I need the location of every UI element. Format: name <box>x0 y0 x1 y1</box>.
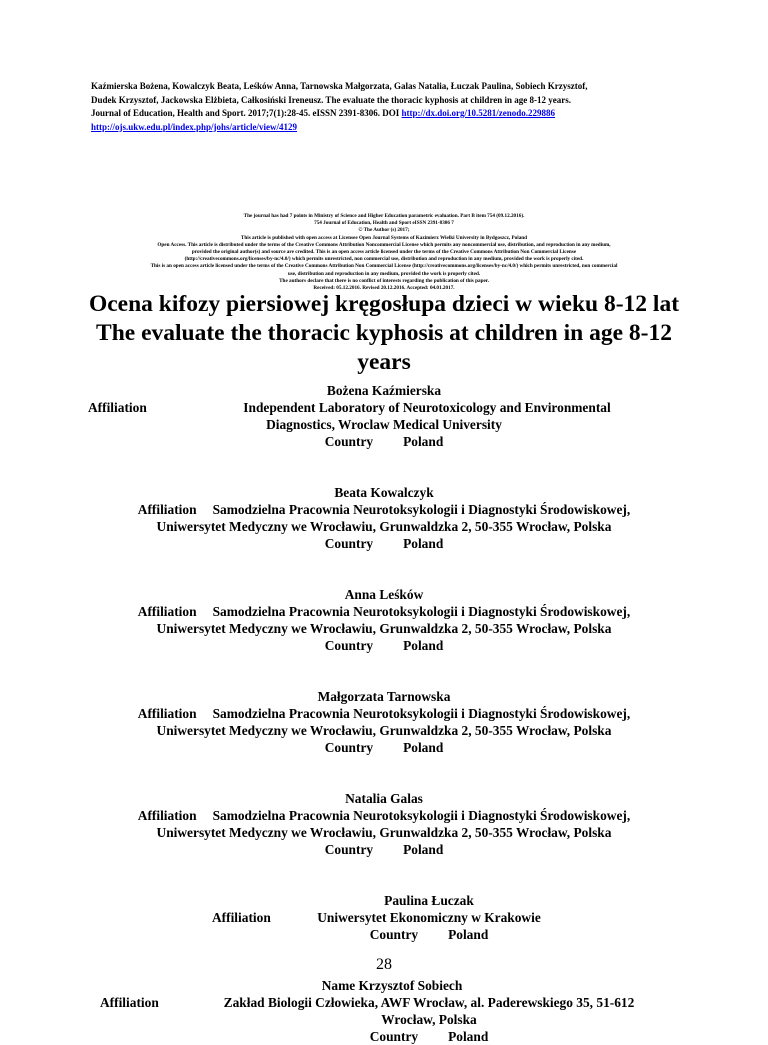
country-label: Country <box>324 434 374 449</box>
country-label: Country <box>324 638 374 653</box>
affiliation-label: Affiliation <box>137 604 197 619</box>
author-name: Paulina Łuczak <box>384 893 474 908</box>
affiliation-text: Samodzielna Pracownia Neurotoksykologii i Diagnostyki Środowiskowej, <box>212 604 631 619</box>
affiliation-line <box>60 909 708 926</box>
affiliation-label: Affiliation <box>100 995 159 1010</box>
country-line <box>60 841 708 858</box>
notice-line: Open Access. This article is distributed under the terms of the Creative Commons Attribution Noncommercial License which permits any noncommercial use, distribution, and reproduction in any medium, <box>157 241 611 248</box>
notice-line: The authors declare that there is no conflict of interests regarding the publication of this paper. <box>279 277 489 284</box>
affiliation-line <box>60 399 708 416</box>
author-block <box>60 688 708 756</box>
affiliation-line <box>60 994 708 1011</box>
affiliation-text: Uniwersytet Ekonomiczny w Krakowie <box>317 910 541 925</box>
notice-line: Received: 05.12.2016. Revised 20.12.2016. Accepted: 04.01.2017. <box>313 285 455 292</box>
author-block <box>60 977 708 1045</box>
title-english-line-2: years <box>357 349 411 375</box>
country-label: Country <box>324 740 374 755</box>
citation-line-1: Kaźmierska Bożena, Kowalczyk Beata, Leśków Anna, Tarnowska Małgorzata, Galas Natalia, Łuczak Paulina, Sobiech Krzysztof, <box>91 81 588 91</box>
citation-line-2: Dudek Krzysztof, Jackowska Elżbieta, Całkosiński Ireneusz. The evaluate the thoracic kyphosis at children in age 8-12 years. <box>91 94 572 105</box>
page-number: 28 <box>376 956 392 973</box>
author-name: Małgorzata Tarnowska <box>317 689 451 704</box>
country-label: Country <box>369 1029 419 1044</box>
article-title <box>60 290 708 377</box>
affiliation-line <box>60 620 708 637</box>
notice-line: The journal has had 7 points in Ministry of Science and Higher Education parametric evaluation. Part B item 754 (09.12.2016). <box>243 213 525 219</box>
affiliation-label: Affiliation <box>137 808 197 823</box>
affiliation-text: Samodzielna Pracownia Neurotoksykologii i Diagnostyki Środowiskowej, <box>212 706 631 721</box>
author-name: Bożena Kaźmierska <box>326 383 442 398</box>
author-block <box>60 484 708 552</box>
notice-line: This is an open access article licensed under the terms of the Creative Commons Attribution Non Commercial License (http://creativecommons.org/licenses/by-nc/4.0/) which permits unrestricted, non commercial <box>150 263 618 270</box>
article-link[interactable]: http://ojs.ukw.edu.pl/index.php/johs/article/view/4129 <box>91 121 298 132</box>
affiliation-text: Zakład Biologii Człowieka, AWF Wrocław, al. Paderewskiego 35, 51-612 <box>223 995 635 1010</box>
country-value: Poland <box>403 434 444 449</box>
affiliation-label: Affiliation <box>137 502 197 517</box>
affiliation-label: Affiliation <box>212 910 271 925</box>
journal-notice <box>40 213 728 292</box>
country-line <box>60 1028 708 1045</box>
country-value: Poland <box>403 740 444 755</box>
affiliation-line <box>60 603 708 620</box>
affiliation-line <box>60 1011 708 1028</box>
country-line <box>60 535 708 552</box>
affiliation-line <box>60 416 708 433</box>
citation-line-3 <box>91 107 681 121</box>
affiliation-line <box>60 824 708 841</box>
author-name: Name Krzysztof Sobiech <box>321 978 463 993</box>
notice-line: (http://creativecommons.org/licenses/by-nc/4.0/) which permits unrestricted, non commercial use, distribution and reproduction in any medium, provided the work is properly cited. <box>184 256 584 263</box>
country-line <box>60 739 708 756</box>
notice-line: use, distribution and reproduction in any medium, provided the work is properly cited. <box>287 270 481 277</box>
country-label: Country <box>324 536 374 551</box>
notice-line: © The Author (s) 2017; <box>358 227 410 234</box>
country-line <box>60 637 708 654</box>
citation-line-4 <box>91 121 681 135</box>
affiliation-label: Affiliation <box>137 706 197 721</box>
title-english-line-1: The evaluate the thoracic kyphosis at children in age 8-12 <box>96 320 672 346</box>
title-polish: Ocena kifozy piersiowej kręgosłupa dzieci w wieku 8-12 lat <box>88 291 680 317</box>
doi-link[interactable]: http://dx.doi.org/10.5281/zenodo.229886 <box>401 108 556 118</box>
affiliation-text: Diagnostics, Wroclaw Medical University <box>266 417 502 432</box>
affiliation-line <box>60 722 708 739</box>
citation-journal-text: Journal of Education, Health and Sport. 2017;7(1):28-45. eISSN 2391-8306. DOI <box>91 108 402 118</box>
author-block <box>60 892 708 943</box>
country-line <box>60 433 708 450</box>
affiliation-line <box>60 518 708 535</box>
author-name: Natalia Galas <box>345 791 423 806</box>
country-label: Country <box>324 842 374 857</box>
affiliation-text: Samodzielna Pracownia Neurotoksykologii i Diagnostyki Środowiskowej, <box>212 502 631 517</box>
author-block <box>60 790 708 858</box>
citation-block <box>91 80 681 134</box>
notice-line: 754 Journal of Education, Health and Sport eISSN 2391-8306 7 <box>314 220 454 227</box>
author-name: Beata Kowalczyk <box>334 485 434 500</box>
country-label: Country <box>369 927 419 942</box>
country-value: Poland <box>403 536 444 551</box>
country-line <box>60 926 708 943</box>
affiliation-text: Uniwersytet Medyczny we Wrocławiu, Grunwaldzka 2, 50-355 Wrocław, Polska <box>156 519 612 534</box>
notice-line: provided the original author(s) and source are credited. This is an open access article licensed under the terms of the Creative Commons Attribution Non Commercial License <box>191 249 577 256</box>
affiliation-text: Uniwersytet Medyczny we Wrocławiu, Grunwaldzka 2, 50-355 Wrocław, Polska <box>156 825 612 840</box>
country-value: Poland <box>403 842 444 857</box>
notice-line: This article is published with open access at Licensee Open Journal Systems of Kazimierz Wielki University in Bydgoszcz, Poland <box>240 234 528 241</box>
country-value: Poland <box>448 1029 489 1044</box>
affiliation-line <box>60 501 708 518</box>
country-value: Poland <box>403 638 444 653</box>
country-value: Poland <box>448 927 489 942</box>
affiliation-text: Uniwersytet Medyczny we Wrocławiu, Grunwaldzka 2, 50-355 Wrocław, Polska <box>156 723 612 738</box>
affiliation-text: Wrocław, Polska <box>381 1012 477 1027</box>
affiliation-line <box>60 705 708 722</box>
affiliation-line <box>60 807 708 824</box>
author-name: Anna Leśków <box>344 587 424 602</box>
affiliation-text: Uniwersytet Medyczny we Wrocławiu, Grunwaldzka 2, 50-355 Wrocław, Polska <box>156 621 612 636</box>
affiliation-text: Independent Laboratory of Neurotoxicology and Environmental <box>243 400 611 415</box>
author-block <box>60 586 708 654</box>
affiliation-label: Affiliation <box>88 400 147 415</box>
author-block <box>60 382 708 450</box>
author-list <box>60 382 708 1045</box>
affiliation-text: Samodzielna Pracownia Neurotoksykologii i Diagnostyki Środowiskowej, <box>212 808 631 823</box>
